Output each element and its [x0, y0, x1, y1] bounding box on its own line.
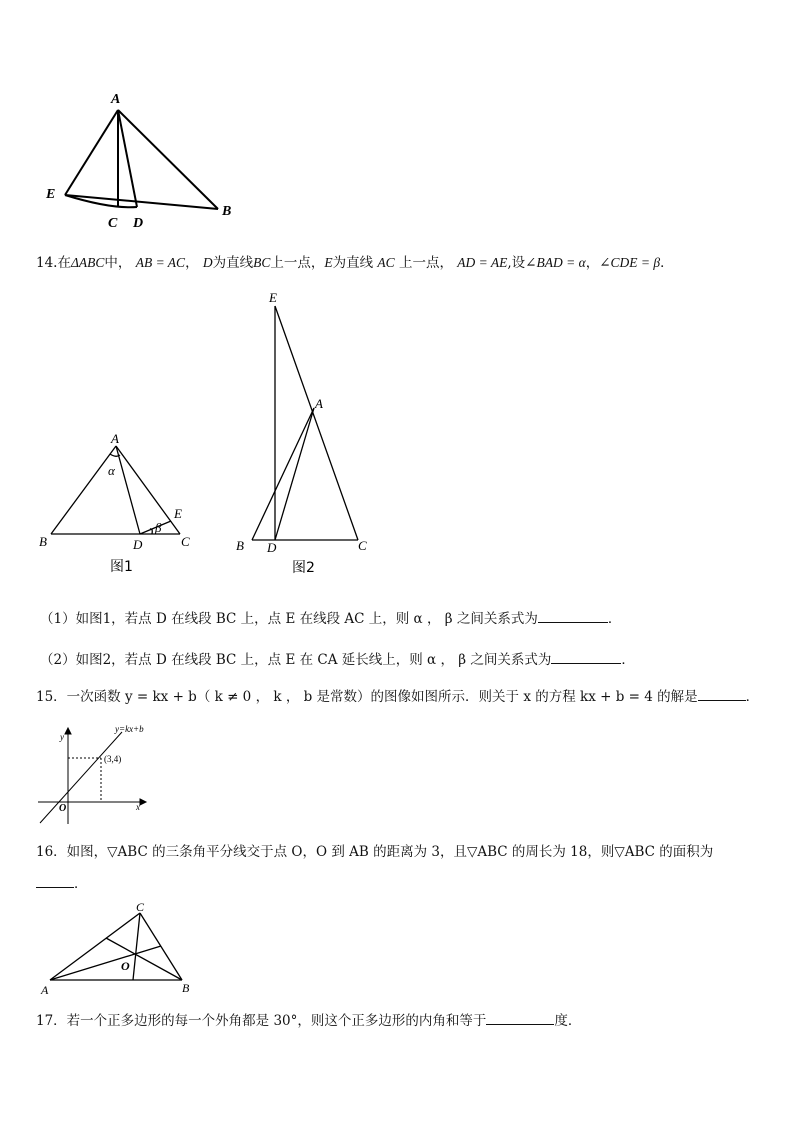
- fig1-label-c: C: [181, 534, 190, 549]
- question-14-sub-1: （1）如图1，若点 D 在线段 BC 上，点 E 在线段 AC 上，则 α ， β 之间关系式为 ．: [40, 608, 621, 628]
- fig1-label-a: A: [111, 431, 119, 446]
- graph-point-label: (3,4): [104, 754, 122, 764]
- answer-blank-14-2[interactable]: [551, 649, 621, 664]
- answer-blank-17[interactable]: [486, 1010, 554, 1025]
- answer-blank-16[interactable]: [36, 873, 74, 888]
- graph-func-label: y=kx+b: [115, 724, 144, 734]
- figure-q13: [40, 85, 250, 230]
- label-e: E: [46, 187, 56, 202]
- question-14-text: 14.在ΔABC中， AB = AC， D为直线BC上一点，E为直线 AC 上一点， AD = AE,设∠BAD = α，∠CDE = β．: [36, 255, 674, 271]
- label-d: D: [133, 216, 144, 230]
- label-b: B: [222, 204, 232, 219]
- question-15-text: 15．一次函数 y = kx + b（ k ≠ 0 ， k ， b 是常数）的图像如图所示．则关于 x 的方程 kx + b = 4 的解是 ．: [36, 686, 759, 706]
- answer-blank-15[interactable]: [698, 686, 746, 701]
- fig16-label-a: A: [41, 983, 49, 997]
- fig16-label-o: O: [121, 959, 130, 973]
- graph-x-axis-label: x: [136, 802, 140, 812]
- fig2-label-d: D: [267, 540, 277, 555]
- label-a: A: [111, 92, 121, 107]
- fig2-label-a: A: [315, 396, 323, 411]
- fig2-label-c: C: [358, 538, 367, 553]
- figure-q14-2: [232, 288, 382, 580]
- graph-origin-label: O: [59, 803, 67, 814]
- fig1-label-e: E: [174, 506, 182, 521]
- fig16-label-c: C: [136, 900, 145, 914]
- fig2-label-e: E: [269, 290, 277, 305]
- question-16-text: 16．如图，▽ABC 的三条角平分线交于点 O，O 到 AB 的距离为 3，且▽ABC 的周长为 18，则▽ABC 的面积为: [36, 844, 714, 860]
- answer-blank-14-1[interactable]: [538, 608, 608, 623]
- graph-y-axis-label: y: [60, 732, 64, 742]
- figure-q16: [36, 900, 206, 1000]
- fig2-caption: 图2: [292, 560, 315, 576]
- figure-q14-1: [34, 428, 204, 578]
- fig1-caption: 图1: [110, 559, 133, 575]
- fig2-label-b: B: [236, 538, 244, 553]
- label-c: C: [108, 216, 118, 230]
- question-17-text: 17．若一个正多边形的每一个外角都是 30°，则这个正多边形的内角和等于 度．: [36, 1010, 581, 1030]
- fig1-label-b: B: [39, 534, 47, 549]
- fig1-label-alpha: α: [108, 463, 115, 478]
- fig1-label-beta: β: [155, 520, 162, 535]
- question-16-answer-line: ．: [36, 873, 88, 893]
- fig1-label-d: D: [133, 537, 143, 552]
- figure-q15-graph: [34, 722, 154, 827]
- fig16-label-b: B: [182, 981, 190, 995]
- question-14-sub-2: （2）如图2，若点 D 在线段 BC 上，点 E 在 CA 延长线上，则 α ， β 之间关系式为 ．: [40, 649, 635, 669]
